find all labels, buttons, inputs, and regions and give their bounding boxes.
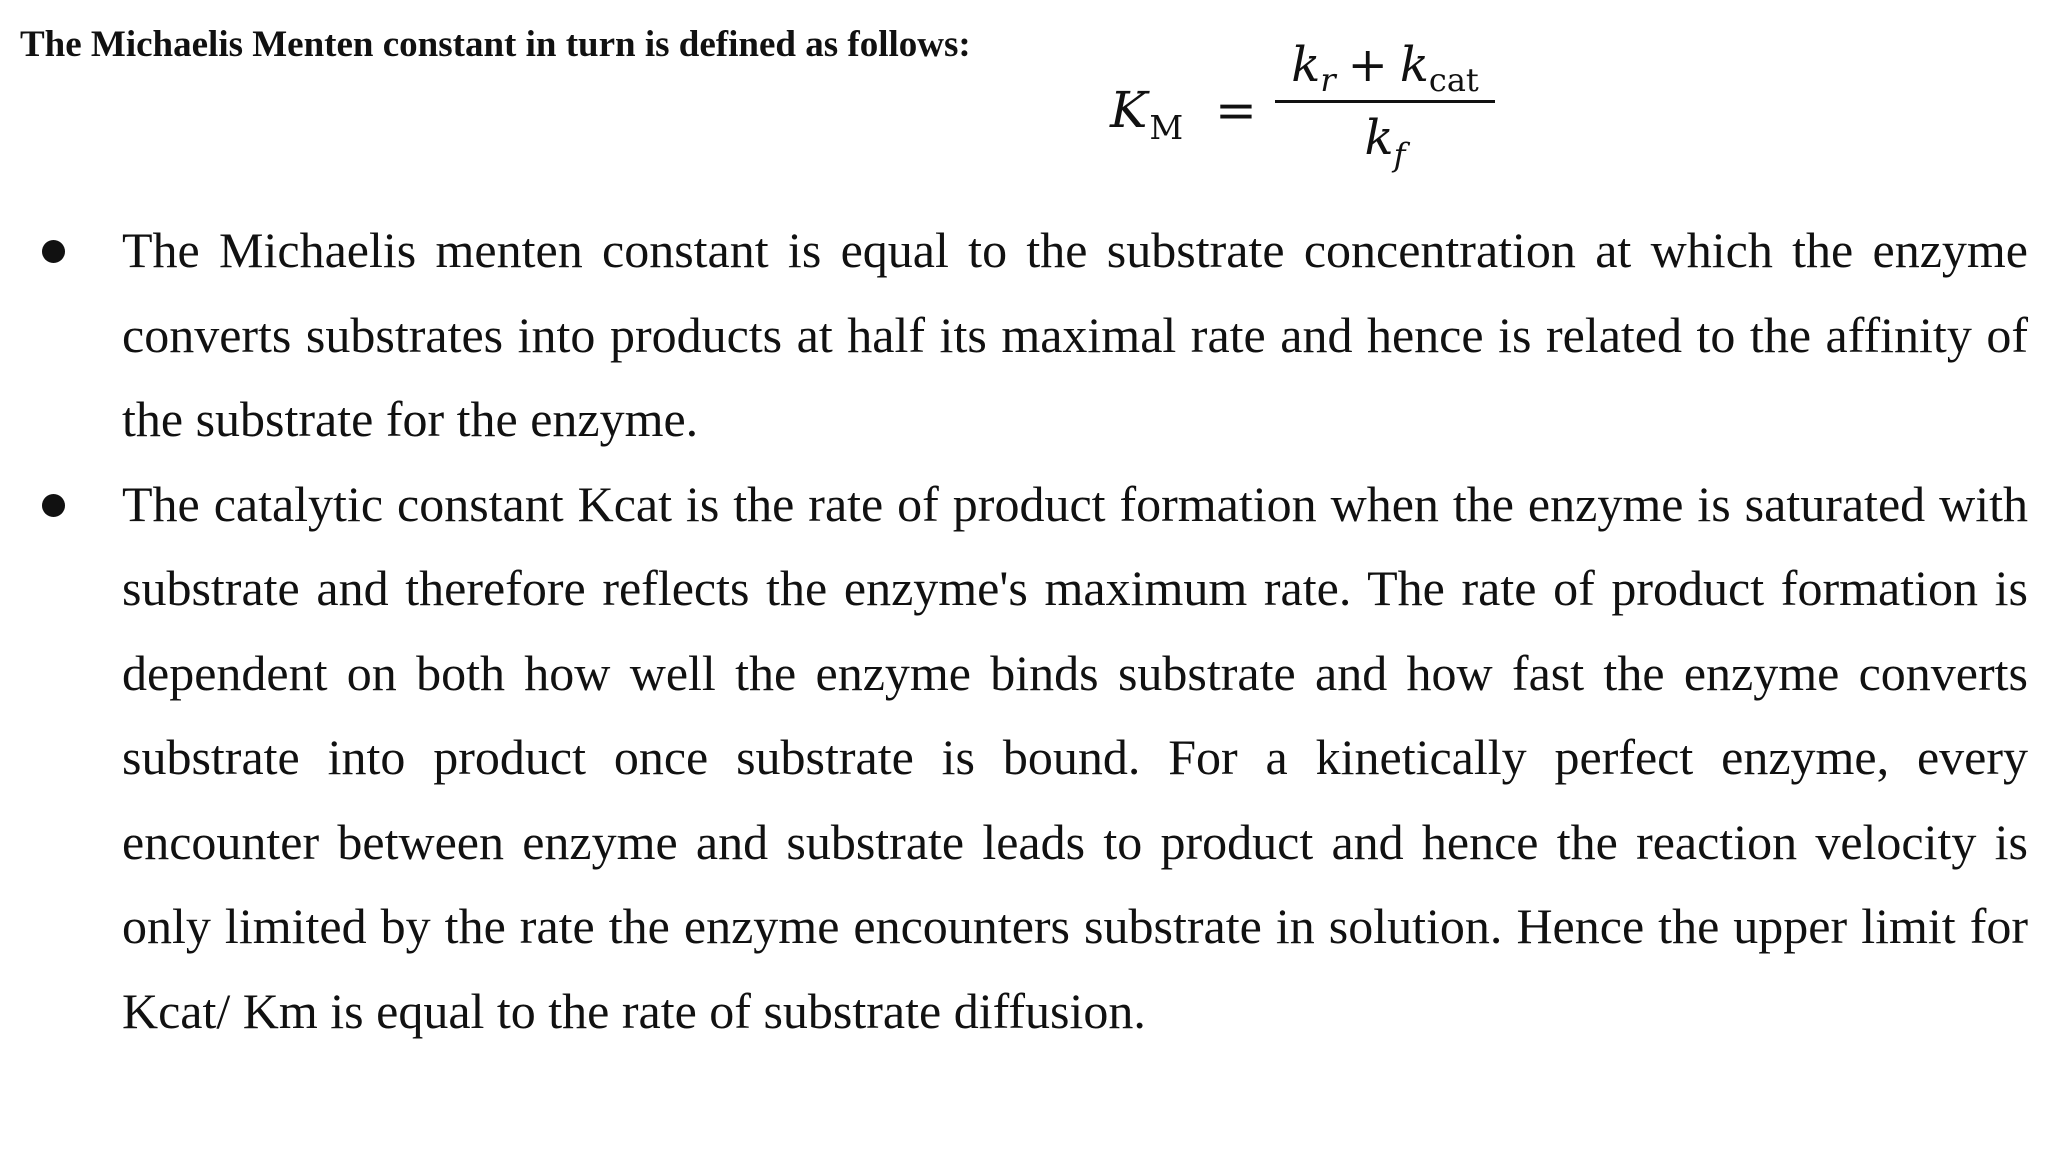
list-item — [0, 462, 2048, 1054]
bullet-dot-icon — [42, 240, 65, 263]
numerator-term-1: k — [1291, 37, 1321, 93]
bullet-dot-icon — [42, 494, 65, 517]
formula-numerator — [1275, 35, 1495, 100]
numerator-term-1-subscript: r — [1320, 61, 1336, 99]
numerator-plus-operator: + — [1347, 37, 1388, 93]
fraction-bar — [1275, 100, 1495, 103]
section-heading: The Michaelis Menten constant in turn is defined as follows: — [20, 24, 971, 65]
formula-lhs-symbol: K — [1110, 81, 1148, 139]
denominator-subscript: f — [1393, 136, 1406, 174]
numerator-term-2: k — [1399, 37, 1429, 93]
numerator-term-2-subscript: cat — [1428, 61, 1479, 99]
denominator-term: k — [1364, 110, 1394, 166]
michaelis-menten-formula — [1105, 30, 1505, 175]
list-item-text: The catalytic constant Kcat is the rate of product formation when the enzyme is saturated with substrate and therefore reflects the enzyme's maximum rate. The rate of product formation is dependent on both how well the enzyme binds substrate and how fast the enzyme converts substrate into product once substrate is bound. For a kinetically perfect enzyme, every encounter between enzyme and substrate leads to product and hence the reaction velocity is only limited by the rate the enzyme encounters substrate in solution. Hence the upper limit for Kcat/ Km is equal to the rate of substrate diffusion. — [122, 475, 2028, 1039]
formula-equals-sign: = — [1215, 81, 1257, 139]
list-item — [0, 208, 2048, 462]
bullet-list — [0, 208, 2048, 1053]
formula-lhs — [1110, 75, 1183, 151]
formula-denominator — [1275, 108, 1495, 173]
list-item-text: The Michaelis menten constant is equal to the substrate concentration at which the enzyme converts substrates into products at half its maximal rate and hence is related to the affinity of the substrate for the enzyme. — [122, 222, 2028, 447]
formula-lhs-subscript: M — [1149, 108, 1184, 147]
